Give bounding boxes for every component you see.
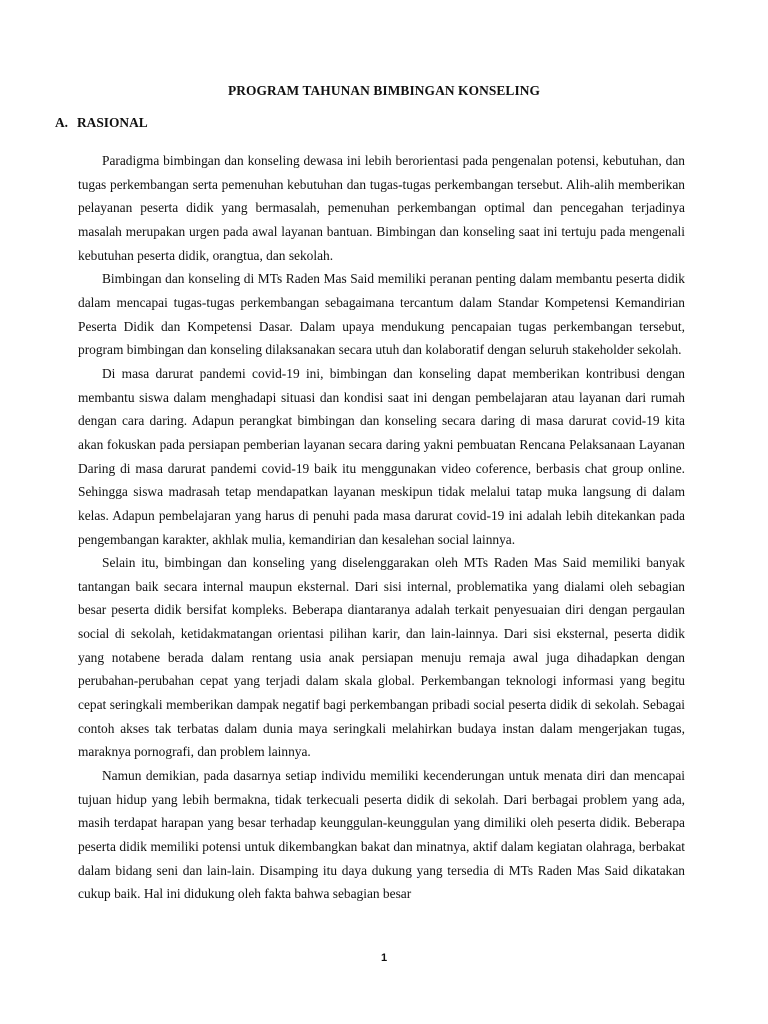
section-title: RASIONAL: [77, 115, 148, 130]
paragraph-3: Di masa darurat pandemi covid-19 ini, bimbingan dan konseling dapat memberikan kontribusi dengan membantu siswa dalam menghadapi situasi dan kondisi saat ini dengan pembelajaran atau layanan dari rumah dengan cara daring. Adapun perangkat bimbingan dan konseling secara daring di masa darurat covid-19 kita akan fokuskan pada persiapan pemberian layanan secara daring yakni pembuatan Rencana Pelaksanaan Layanan Daring di masa darurat pandemi covid-19 baik itu menggunakan video coference, berbasis chat group online. Sehingga siswa madrasah tetap mendapatkan layanan meskipun tidak melalui tatap muka langsung di dalam kelas. Adapun pembelajaran yang harus di penuhi pada masa darurat covid-19 ini adalah lebih ditekankan pada pengembangan karakter, akhlak mulia, kemandirian dan kesalehan social lainnya.: [78, 365, 685, 547]
paragraph-5: Namun demikian, pada dasarnya setiap individu memiliki kecenderungan untuk menata diri dan mencapai tujuan hidup yang lebih bermakna, tidak terkecuali peserta didik di sekolah. Dari berbagai problem yang ada, masih terdapat harapan yang besar terhadap keunggulan-keunggulan yang dimiliki oleh peserta didik. Beberapa peserta didik memiliki potensi untuk dikembangkan bakat dan minatnya, aktif dalam kegiatan olahraga, berbakat dalam bidang seni dan lain-lain. Disamping itu daya dukung yang tersedia di MTs Raden Mas Said dikatakan cukup baik. Hal ini didukung oleh fakta bahwa sebagian besar: [78, 768, 685, 902]
page-number: 1: [380, 952, 388, 964]
paragraph-1: Paradigma bimbingan dan konseling dewasa ini lebih berorientasi pada pengenalan potensi, kebutuhan, dan tugas perkembangan serta pemenuhan kebutuhan dan tugas-tugas perkembangan tersebut. Alih-alih memberikan pelayanan peserta didik yang bermasalah, pemenuhan perkembangan optimal dan pencegahan terjadinya masalah merupakan urgen pada awal layanan bantuan. Bimbingan dan konseling saat ini tertuju pada mengenali kebutuhan peserta didik, orangtua, dan sekolah.: [78, 153, 685, 263]
section-heading: [55, 115, 148, 131]
section-number: A.: [55, 115, 69, 130]
paragraph-4: Selain itu, bimbingan dan konseling yang diselenggarakan oleh MTs Raden Mas Said memiliki banyak tantangan baik secara internal maupun eksternal. Dari sisi internal, problematika yang dialami oleh sebagian besar peserta didik bersifat kompleks. Beberapa diantaranya adalah terkait penyesuaian diri dengan pergaulan social di sekolah, ketidakmatangan orientasi pilihan karir, dan lain-lainnya. Dari sisi eksternal, peserta didik yang notabene berada dalam rentang usia anak persiapan menuju remaja awal juga dihadapkan dengan perubahan-perubahan cepat yang terjadi dalam skala global. Perkembangan teknologi informasi yang begitu cepat seringkali memberikan dampak negatif bagi perkembangan pribadi social peserta didik di sekolah. Sebagai contoh akses tak terbatas dalam dunia maya seringkali melahirkan budaya instan dalam mengerjakan tugas, maraknya pornografi, dan problem lainnya.: [78, 555, 685, 760]
body-text: [78, 149, 685, 906]
document-title: PROGRAM TAHUNAN BIMBINGAN KONSELING: [227, 83, 541, 98]
paragraph-2: Bimbingan dan konseling di MTs Raden Mas Said memiliki peranan penting dalam membantu peserta didik dalam mencapai tugas-tugas perkembangan sebagaimana tercantum dalam Standar Kompetensi Kemandirian Peserta Didik dan Kompetensi Dasar. Dalam upaya mendukung pencapaian tugas perkembangan tersebut, program bimbingan dan konseling dilaksanakan secara utuh dan kolaboratif dengan seluruh stakeholder sekolah.: [78, 271, 685, 358]
